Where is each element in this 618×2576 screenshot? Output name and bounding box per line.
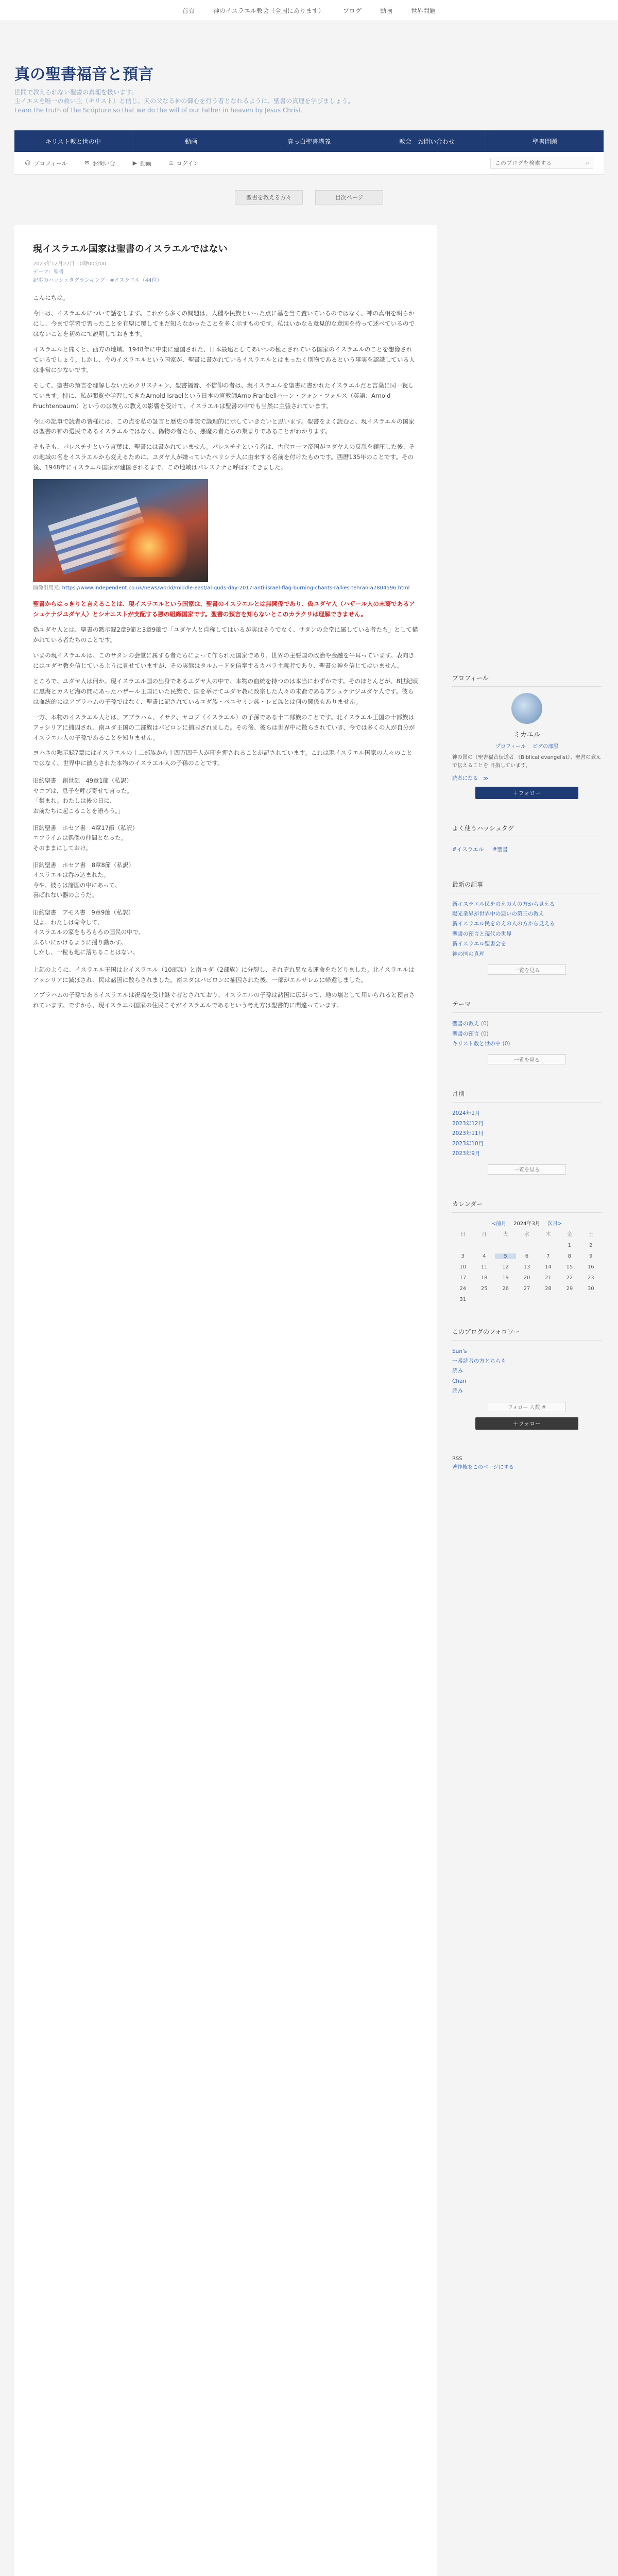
scripture-head: 旧約聖書 創世記 49章1節（私訳） <box>33 777 132 785</box>
calendar-dow: 金 <box>566 1231 572 1238</box>
calendar-day[interactable]: 26 <box>502 1285 509 1292</box>
scripture-block <box>33 823 418 853</box>
list-item[interactable]: 新イスラエル民をのえの人の方から見える <box>452 901 555 907</box>
theme-name: 聖書の預言 <box>452 1030 479 1037</box>
see-all-button[interactable]: 一覧を見る <box>488 964 566 975</box>
sub-link-contact[interactable] <box>84 159 115 167</box>
sub-link-profile-label: プロフィール <box>33 160 67 167</box>
calendar-grid <box>452 1230 602 1302</box>
post-hashtag-rank[interactable]: 記事のハッシュタグランキング：#イスラエル（44位） <box>33 278 162 284</box>
person-icon: ☺ <box>25 160 31 167</box>
list-item[interactable]: 読み <box>452 1368 463 1375</box>
caption-link[interactable]: https://www.independent.co.uk/news/world/middle-east/al-quds-day-2017-anti-israel-flag-burning-chants-rallies-tehran-a7804596.html <box>62 585 410 591</box>
calendar-day[interactable]: 3 <box>461 1253 465 1259</box>
calendar-dow: 土 <box>588 1231 594 1238</box>
profile-links <box>452 742 602 750</box>
list-item[interactable] <box>452 1029 602 1039</box>
calendar-day[interactable]: 15 <box>566 1264 573 1270</box>
calendar-day[interactable]: 19 <box>502 1275 509 1281</box>
followers-widget <box>452 1327 602 1430</box>
next-month-link[interactable]: 次月> <box>547 1221 562 1227</box>
hashtag-link[interactable]: #イスラエル <box>452 846 484 853</box>
paragraph: ヨハネの黙示録7章にはイスラエルの十二部族から十四万四千人が印を押されることが記されています。これは現イスラエル国家の人々のことではなく、世界中に散らされた本物のイスラエル人の子孫のことです。 <box>33 749 413 767</box>
scripture-line: 今や、彼らは諸国の中にあって、 <box>33 881 121 889</box>
flame-shape <box>110 500 187 577</box>
calendar-day[interactable]: 16 <box>587 1264 594 1270</box>
calendar-day[interactable]: 18 <box>480 1275 488 1281</box>
calendar-day[interactable]: 17 <box>459 1275 467 1281</box>
calendar-day[interactable]: 1 <box>568 1242 572 1248</box>
widget-title: テーマ <box>452 1001 471 1008</box>
theme-count: (0) <box>480 1021 489 1027</box>
rss-link[interactable]: RSS <box>452 1455 462 1462</box>
list-item[interactable]: 一番読者の方とちらも <box>452 1358 506 1364</box>
sub-link-login-label: ログイン <box>176 160 199 167</box>
calendar-day[interactable]: 8 <box>568 1253 572 1259</box>
widget-title: このブログのフォロワー <box>452 1328 520 1335</box>
scripture-block <box>33 860 418 901</box>
pigg-room-link[interactable]: ピグの部屋 <box>533 744 559 750</box>
calendar-day[interactable]: 20 <box>523 1275 530 1281</box>
profile-description: 神の国の（聖書福音伝道者 《Biblical evangelist》、聖書の教えで伝えることを 目指しています。 <box>452 755 602 769</box>
post-title[interactable]: 現イスラエル国家は聖書のイスラエルではない <box>33 244 228 255</box>
list-item[interactable]: 2023年12月 <box>452 1120 484 1127</box>
scripture-line: ふるいにかけるように揺り動かす。 <box>33 938 127 946</box>
calendar-day[interactable]: 11 <box>480 1264 488 1270</box>
themes-widget <box>452 999 602 1064</box>
divider <box>452 1340 602 1341</box>
top-bar <box>0 0 618 21</box>
calendar-day[interactable]: 5 <box>495 1253 516 1259</box>
calendar-day[interactable]: 2 <box>589 1242 593 1248</box>
theme-count: (0) <box>480 1030 489 1037</box>
sidebar <box>452 225 602 2576</box>
calendar-day[interactable]: 30 <box>587 1285 594 1292</box>
calendar-day[interactable]: 7 <box>546 1253 550 1259</box>
divider <box>452 1012 602 1013</box>
scripture-line: イスラエルの家をもろもろの国民の中で、 <box>33 928 145 936</box>
calendar-day[interactable]: 6 <box>525 1253 529 1259</box>
top-link-blog[interactable]: ブログ <box>342 7 362 14</box>
post-meta <box>33 260 418 285</box>
post-body <box>33 293 418 1011</box>
list-item[interactable]: 新イスラエル聖書会を <box>452 941 506 947</box>
shortcut-buttons <box>0 190 618 205</box>
scripture-block <box>33 908 418 958</box>
list-item[interactable]: 聖書の預言と現代の世界 <box>452 930 512 937</box>
calendar-day[interactable]: 24 <box>459 1285 467 1292</box>
scripture-line: しかし、一粒も地に落ちることはない。 <box>33 948 139 956</box>
site-desc-line-3: Learn the truth of the Scripture so that we do the will of our Father in heaven by Jesus Christ. <box>14 106 303 114</box>
top-link-home[interactable]: 首頁 <box>182 7 195 14</box>
site-desc-line-2: 主イエスを唯一の救い主（キリスト）と信じ、天の父なる神の御心を行う者となれるように、聖書の真理を学びましょう。 <box>14 97 354 105</box>
paragraph: こんにちは。 <box>33 294 69 302</box>
list-item[interactable]: 新イスラエル民をのえの人の方から見える <box>452 921 555 927</box>
list-item[interactable]: 読み <box>452 1388 463 1395</box>
calendar-day[interactable]: 9 <box>589 1253 593 1259</box>
sidebar-footer <box>452 1454 602 1472</box>
nav-item-lectures[interactable]: 真っ白聖書講義 <box>250 130 368 152</box>
key-icon: ⚿ <box>169 159 174 166</box>
calendar-day[interactable]: 27 <box>523 1285 530 1292</box>
search-icon[interactable]: ⌕ <box>586 159 589 166</box>
avatar[interactable] <box>511 693 542 724</box>
widget-title: よく使うハッシュタグ <box>452 825 514 833</box>
list-item[interactable] <box>452 1039 602 1049</box>
site-title[interactable]: 真の聖書福音と預言 <box>14 65 153 83</box>
calendar-dow: 日 <box>460 1231 466 1238</box>
sub-link-contact-label: お問い合 <box>92 160 115 167</box>
see-all-button[interactable]: 一覧を見る <box>488 1164 566 1175</box>
scripture-head: 旧約聖書 ホセア書 8章8節（私訳） <box>33 861 134 869</box>
see-all-button[interactable]: 一覧を見る <box>488 1054 566 1064</box>
scripture-head: 旧約聖書 ホセア書 4章17節（私訳） <box>33 824 138 832</box>
widget-title: 月別 <box>452 1090 465 1098</box>
site-description <box>14 88 618 115</box>
teachers-button[interactable]: 聖書を教える方々 <box>235 190 303 205</box>
site-desc-line-1: 世間で教えられない聖書の真理を扱います。 <box>14 89 138 96</box>
calendar-dow: 水 <box>524 1231 529 1238</box>
hashtag-widget <box>452 824 602 855</box>
profile-name[interactable]: ミカエル <box>513 731 540 739</box>
divider <box>452 1102 602 1103</box>
copyright-link[interactable]: 著作権をこのページにする <box>452 1464 514 1470</box>
paragraph: いまの現イスラエルは、このサタンの会堂に属する者たちによって作られた国家であり、世界の主要国の政治や金融を牛耳っています。表向きにはユダヤ教を信じているように見せていますが、その実態はタルムードを信奉するカバラ主義者であり、聖書の神を信じてはいません。 <box>33 651 415 669</box>
scripture-line: ヤコブは、息子を呼び寄せて言った。 <box>33 787 133 794</box>
scripture-line: 喜ばれない器のようだ。 <box>33 891 98 899</box>
calendar-header <box>452 1219 602 1227</box>
follow-button[interactable]: ＋フォロー <box>475 787 578 799</box>
current-month: 2024年3月 <box>513 1221 540 1227</box>
calendar-day[interactable]: 12 <box>502 1264 509 1270</box>
calendar-widget <box>452 1199 602 1302</box>
prev-month-link[interactable]: <前月 <box>491 1221 507 1227</box>
mail-icon: ✉ <box>84 160 90 167</box>
sub-link-profile[interactable] <box>25 159 67 167</box>
scripture-line: エフライムは偶像の仲間となった。 <box>33 834 127 842</box>
paragraph: 上記のように、イスラエル王国は北イスラエル（10部族）と南ユダ（2部族）に分裂し、それぞれ異なる運命をたどりました。北イスラエルはアッシリアに滅ぼされ、民は諸国に散らされました。南ユダはバビロンに捕囚された後、一部がエルサレムに帰還しました。 <box>33 965 415 984</box>
paragraph: そして、聖書の預言を理解しないためクリスチャン、聖書福音、不信仰の者は、現イスラエルを聖書に書かれたイスラエルだと言葉に同一視しています。特に、私が閲覧や学習してきたArnold Israelという日本の宣教師Arno Franbellハーン・フォン・フォルス（英語：Arnold Fruchtenbaum）というのは彼らの教えの影響を受けて、イスラエルは聖書の中でも当然に主張されています。 <box>33 381 414 410</box>
search-wrap <box>490 158 593 169</box>
divider <box>452 686 602 687</box>
calendar-day[interactable]: 10 <box>459 1264 467 1270</box>
paragraph: そもそも、パレスチナという言葉は、聖書には書かれていません。パレスチナという名は、古代ローマ帝国がユダヤ人の反乱を鎮圧した後、その地域の名をイスラエルから変えるために、ユダヤ人が嫌っていたペリシテ人に由来する名前を付けたものです。西暦135年のことです。その後、1948年にイスラエル国家が建国されるまで、この地域はパレスチナと呼ばれてきました。 <box>33 443 415 471</box>
nav-item-christianity[interactable]: キリスト教と世の中 <box>14 130 132 152</box>
paragraph: 今回は、イスラエルについて話をします。これから多くの問題は、人種や民族といった点に基を当て置いているのではなく、神の真相を明らかにし、今まで学習で習ったことを有聖に覆してまだ知らなかったことを多く示すものです。私はいかなる意見的な意図を持って述べているのではないことを初めにて説明しておきます。 <box>33 310 415 337</box>
calendar-day[interactable]: 21 <box>545 1275 552 1281</box>
sub-link-videos-label: 動画 <box>140 160 152 167</box>
paragraph: 偽ユダヤ人とは、聖書の黙示録2章9節と3章9節で「ユダヤ人と自称してはいるが実はそうでなく、サタンの会堂に属している者たち」として描かれている者たちのことです。 <box>33 626 418 644</box>
nav-item-issues[interactable]: 聖書問題 <box>532 138 557 145</box>
widget-title: 最新の記事 <box>452 880 484 888</box>
list-item[interactable]: 2023年10月 <box>452 1140 484 1147</box>
post-date: 2023年12月22日 10時00分00 <box>33 261 107 267</box>
follow-button[interactable]: ＋フォロー <box>475 1417 578 1430</box>
top-link-church[interactable]: 神のイスラエル教会（全国にあります） <box>213 7 324 14</box>
main-nav <box>14 130 604 152</box>
calendar-day[interactable]: 13 <box>523 1264 530 1270</box>
calendar-day[interactable]: 29 <box>566 1285 573 1292</box>
paragraph: ところで、ユダヤ人は何か。現イスラエル国の出身であるユダヤ人の中で、本物の血統を持つのは本当にわずかです。そのほとんどが、8世紀頃に黒海とカスピ海の間にあったハザール王国にいた民族で、国を挙げてユダヤ教に改宗した人々の末裔であるアシュケナジユダヤ人です。彼らは血統的にはアブラハムの子孫ではなく、聖書に記されているユダ族・ベニヤミン族・レビ族とは何の関係もありません。 <box>33 677 418 705</box>
widget-title: プロフィール <box>452 674 489 682</box>
widget-title: カレンダー <box>452 1200 483 1208</box>
calendar-day[interactable]: 4 <box>482 1253 486 1259</box>
calendar-dow: 木 <box>545 1231 551 1238</box>
scripture-line: イスラエルは呑み込まれた。 <box>33 871 109 879</box>
calendar-day[interactable]: 14 <box>545 1264 552 1270</box>
site-header <box>0 21 618 115</box>
theme-name: 聖書の教え <box>452 1021 479 1027</box>
index-button[interactable]: 目次ページ <box>315 190 383 205</box>
latest-posts-widget <box>452 880 602 975</box>
list-item[interactable]: 2024年1月 <box>452 1110 480 1117</box>
list-item[interactable]: 2023年11月 <box>452 1130 484 1137</box>
list-item[interactable]: 陽光業界が世界中の悪いの第三の教え <box>452 911 544 918</box>
calendar-dow: 火 <box>503 1231 508 1238</box>
top-link-videos[interactable]: 動画 <box>380 7 392 14</box>
caption-label: 画像引用元: <box>33 585 62 591</box>
list-item[interactable]: 2023年9月 <box>452 1150 480 1157</box>
highlight-paragraph: 聖書からはっきりと言えることは、現イスラエルという国家は、聖書のイスラエルとは無関係であり、偽ユダヤ人（ハザール人の末裔であるアシュケナジユダヤ人）とシオニストが支配する悪の組織国家です。聖書の預言を知らないとこのカラクリは理解できません。 <box>33 600 415 618</box>
paragraph: 今回の記事で読者の皆様には、この点を私の証言と歴史の事実で論理的に示していきたいと思います。聖書をよく読むと、現イスラエルの国家は聖書の神の選民であるイスラエルではなく、偽物の者たち、悪魔の者たちの集まりであることがわかります。 <box>33 417 415 435</box>
nav-item-videos[interactable]: 動画 <box>132 130 250 152</box>
scripture-line: お前たちに起こることを語ろう。」 <box>33 807 124 815</box>
calendar-day[interactable]: 31 <box>459 1296 467 1302</box>
scripture-line: 「集まれ。わたしは後の日に、 <box>33 797 116 805</box>
post-theme[interactable]: テーマ：聖書 <box>33 269 64 276</box>
scripture-line: 見よ、わたしは命令して、 <box>33 919 104 926</box>
paragraph: 一方、本物のイスラエル人とは、アブラハム、イサク、ヤコブ（イスラエル）の子孫である十二部族のことです。北イスラエル王国の十部族はアッシリアに捕囚され、南ユダ王国の二部族はバビロンに捕囚されました。その後、彼らは世界中に散らされていき、今では多くの人が自分がイスラエル人の子孫であることを知りません。 <box>33 713 415 741</box>
theme-count: (0) <box>502 1040 510 1047</box>
nav-item-contact[interactable]: 教会 お問い合わせ <box>368 130 486 152</box>
calendar-day[interactable]: 25 <box>480 1285 488 1292</box>
become-reader-link[interactable]: 読者になる ≫ <box>452 776 489 782</box>
photo-caption <box>33 584 418 592</box>
scripture-head: 旧約聖書 アモス書 9章9節（私訳） <box>33 908 134 916</box>
paragraph: アブラハムの子孫であるイスラエルは祝福を受け継ぐ者とされており、イスラエルの子孫は諸国に広がって、地の塩として用いられると預言されています。ですから、現イスラエル国家の住民こそがイスラエルであるという考え方は聖書的に間違っています。 <box>33 991 415 1009</box>
flag-burning-photo[interactable] <box>33 479 208 582</box>
calendar-day[interactable]: 28 <box>545 1285 552 1292</box>
calendar-dow: 月 <box>482 1231 487 1238</box>
divider <box>452 1212 602 1213</box>
paragraph: イスラエルと聞くと、西方の地域、1948年に中東に建国された、日本最遠としてあいつの極とされている国家のイスラエルのことを想像されているでしょう。しかし、今のイスラエルという国家が、聖書に書かれているイスラエルとはまったく別物であるという事実を認識している人は非常に少ないです。 <box>33 345 415 374</box>
list-item[interactable] <box>452 1019 602 1029</box>
scripture-block <box>33 776 418 816</box>
search-input[interactable] <box>490 158 593 169</box>
calendar-day[interactable]: 22 <box>566 1275 573 1281</box>
followers-count-button[interactable]: フォロー 人数 # <box>488 1402 566 1412</box>
list-item[interactable]: Sun's <box>452 1348 467 1354</box>
sub-link-videos[interactable] <box>133 159 151 167</box>
profile-link[interactable]: プロフィール <box>495 744 526 750</box>
article <box>14 225 437 2576</box>
sub-link-login[interactable] <box>169 159 199 167</box>
profile-widget <box>452 673 602 799</box>
calendar-day[interactable]: 23 <box>587 1275 594 1281</box>
list-item[interactable]: Chan <box>452 1378 467 1384</box>
archive-widget <box>452 1089 602 1174</box>
list-item[interactable]: 神の国の真理 <box>452 951 485 957</box>
top-link-world[interactable]: 世界問題 <box>410 7 436 14</box>
sub-toolbar <box>14 152 604 175</box>
hashtag-link[interactable]: #聖書 <box>492 846 508 853</box>
content-layout <box>14 225 604 2576</box>
scripture-line: そのままにしておけ。 <box>33 844 92 852</box>
play-icon: ▶ <box>132 160 138 167</box>
theme-name: キリスト教と世の中 <box>452 1040 501 1047</box>
